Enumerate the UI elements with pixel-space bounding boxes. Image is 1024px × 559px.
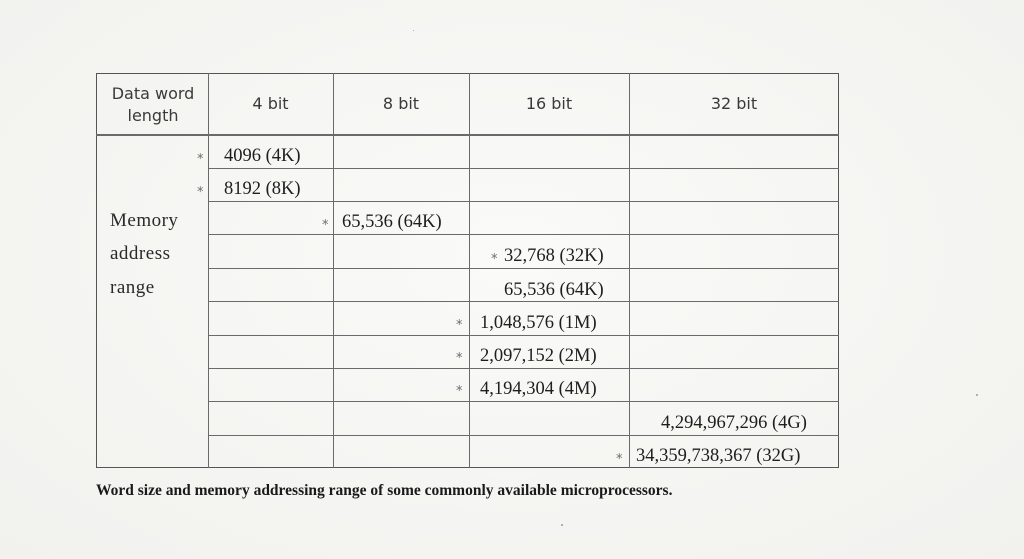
- row-divider: [208, 234, 839, 235]
- asterisk-mark: *: [197, 185, 204, 200]
- row-divider: [208, 168, 839, 169]
- scan-speck: [561, 524, 563, 526]
- row-divider: [208, 301, 839, 302]
- row-divider: [208, 335, 839, 336]
- cell-value: 34,359,738,367 (32G): [636, 446, 801, 466]
- row-divider: [208, 268, 839, 269]
- col-divider: [208, 73, 209, 468]
- header-row-label: Data word length: [111, 84, 195, 125]
- col-divider: [629, 73, 630, 468]
- row-divider: [208, 401, 839, 402]
- header-16bit: 16 bit: [525, 94, 573, 113]
- cell-value: 4,294,967,296 (4G): [661, 413, 807, 433]
- asterisk-mark: *: [197, 152, 204, 167]
- asterisk-mark: *: [456, 384, 463, 399]
- cell-value: 1,048,576 (1M): [480, 313, 597, 333]
- header-4bit: 4 bit: [252, 94, 289, 113]
- row-label-line-2: address: [110, 243, 171, 264]
- header-8bit: 8 bit: [382, 94, 420, 113]
- cell-value: 2,097,152 (2M): [480, 346, 597, 366]
- row-divider: [208, 201, 839, 202]
- cell-value: 32,768 (32K): [504, 246, 604, 266]
- cell-value: 65,536 (64K): [504, 280, 604, 300]
- header-32bit: 32 bit: [710, 94, 758, 113]
- row-divider: [208, 368, 839, 369]
- col-divider: [469, 73, 470, 468]
- scan-speck: [413, 30, 414, 31]
- asterisk-mark: *: [456, 351, 463, 366]
- col-divider: [333, 73, 334, 468]
- row-label-line-3: range: [110, 277, 155, 298]
- scan-speck: [976, 394, 978, 396]
- asterisk-mark: *: [616, 452, 623, 467]
- cell-value: 4096 (4K): [224, 146, 301, 166]
- asterisk-mark: *: [322, 218, 329, 233]
- table-caption: Word size and memory addressing range of some commonly available microprocessors.: [96, 482, 673, 499]
- asterisk-mark: *: [456, 318, 463, 333]
- cell-value: 8192 (8K): [224, 179, 301, 199]
- row-divider: [208, 435, 839, 436]
- row-label-line-1: Memory: [110, 210, 179, 231]
- cell-value: 4,194,304 (4M): [480, 379, 597, 399]
- asterisk-mark: *: [491, 252, 498, 267]
- cell-value: 65,536 (64K): [342, 212, 442, 232]
